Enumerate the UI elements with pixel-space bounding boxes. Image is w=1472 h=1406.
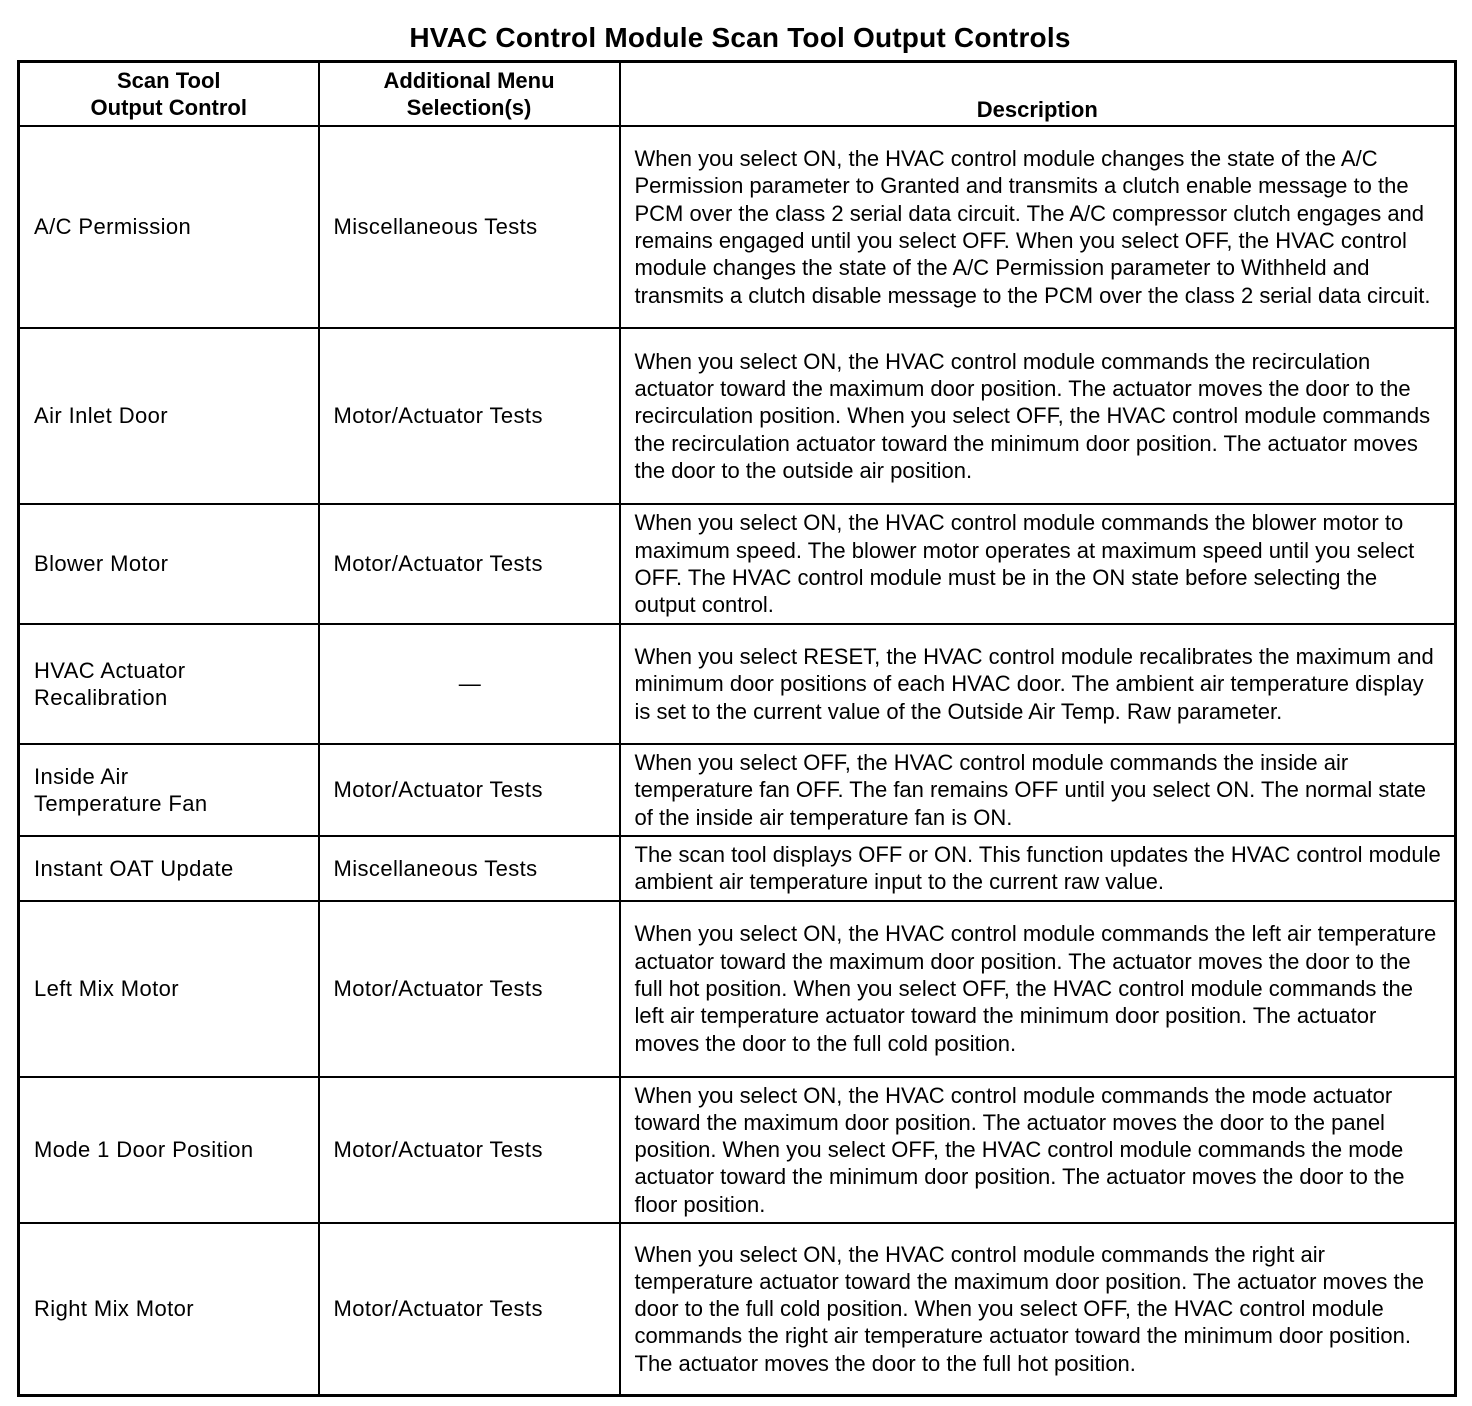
table-row [19, 836, 1456, 901]
cell-description: When you select ON, the HVAC control module commands the right air temperature actuator toward the maximum door position. The actuator moves the door to the full cold position. When you select OFF, the HVAC control module commands the right air temperature actuator toward the minimum door position. The actuator moves the door to the full hot position. [620, 1223, 1456, 1395]
cell-description: When you select ON, the HVAC control module commands the mode actuator toward the maximum door position. The actuator moves the door to the panel position. When you select OFF, the HVAC control module commands the mode actuator toward the minimum door position. The actuator moves the door to the floor position. [620, 1077, 1456, 1223]
output-controls-table [17, 60, 1457, 1397]
cell-menu-selection: Miscellaneous Tests [319, 836, 620, 901]
cell-description: When you select RESET, the HVAC control module recalibrates the maximum and minimum door positions of each HVAC door. The ambient air temperature display is set to the current value of the Outside Air Temp. Raw parameter. [620, 624, 1456, 744]
cell-menu-selection: Miscellaneous Tests [319, 126, 620, 328]
table-row [19, 126, 1456, 328]
cell-output-control: Instant OAT Update [19, 836, 319, 901]
cell-menu-selection: Motor/Actuator Tests [319, 901, 620, 1077]
cell-output-control: Air Inlet Door [19, 328, 319, 504]
cell-description: The scan tool displays OFF or ON. This function updates the HVAC control module ambient air temperature input to the current raw value. [620, 836, 1456, 901]
cell-menu-selection: Motor/Actuator Tests [319, 1077, 620, 1223]
cell-output-control: Right Mix Motor [19, 1223, 319, 1395]
cell-output-control: Inside Air Temperature Fan [19, 744, 319, 836]
table-row [19, 744, 1456, 836]
cell-output-control: HVAC Actuator Recalibration [19, 624, 319, 744]
cell-menu-selection: Motor/Actuator Tests [319, 744, 620, 836]
cell-description: When you select ON, the HVAC control module changes the state of the A/C Permission parameter to Granted and transmits a clutch enable message to the PCM over the class 2 serial data circuit. The A/C compressor clutch engages and remains engaged until you select OFF. When you select OFF, the HVAC control module changes the state of the A/C Permission parameter to Withheld and transmits a clutch disable message to the PCM over the class 2 serial data circuit. [620, 126, 1456, 328]
header-scan-tool-output-control: Scan Tool Output Control [19, 62, 319, 127]
cell-description: When you select ON, the HVAC control module commands the recirculation actuator toward the maximum door position. The actuator moves the door to the recirculation position. When you select OFF, the HVAC control module commands the recirculation actuator toward the minimum door position. The actuator moves the door to the outside air position. [620, 328, 1456, 504]
table-header-row [19, 62, 1456, 127]
cell-output-control: Mode 1 Door Position [19, 1077, 319, 1223]
table-row [19, 1223, 1456, 1395]
cell-menu-selection: Motor/Actuator Tests [319, 328, 620, 504]
cell-output-control: Left Mix Motor [19, 901, 319, 1077]
header-additional-menu-selections: Additional Menu Selection(s) [319, 62, 620, 127]
table-row [19, 504, 1456, 624]
table-row [19, 901, 1456, 1077]
table-row [19, 1077, 1456, 1223]
cell-menu-selection-none: — [319, 624, 620, 744]
table-row [19, 328, 1456, 504]
cell-description: When you select ON, the HVAC control module commands the blower motor to maximum speed. The blower motor operates at maximum speed until you select OFF. The HVAC control module must be in the ON state before selecting the output control. [620, 504, 1456, 624]
table-row [19, 624, 1456, 744]
header-description: Description [620, 62, 1456, 127]
cell-description: When you select OFF, the HVAC control module commands the inside air temperature fan OFF. The fan remains OFF until you select ON. The normal state of the inside air temperature fan is ON. [620, 744, 1456, 836]
cell-description: When you select ON, the HVAC control module commands the left air temperature actuator toward the maximum door position. The actuator moves the door to the full hot position. When you select OFF, the HVAC control module commands the left air temperature actuator toward the minimum door position. The actuator moves the door to the full cold position. [620, 901, 1456, 1077]
cell-output-control: Blower Motor [19, 504, 319, 624]
cell-menu-selection: Motor/Actuator Tests [319, 504, 620, 624]
document-title: HVAC Control Module Scan Tool Output Controls [409, 22, 1071, 53]
cell-menu-selection: Motor/Actuator Tests [319, 1223, 620, 1395]
cell-output-control: A/C Permission [19, 126, 319, 328]
